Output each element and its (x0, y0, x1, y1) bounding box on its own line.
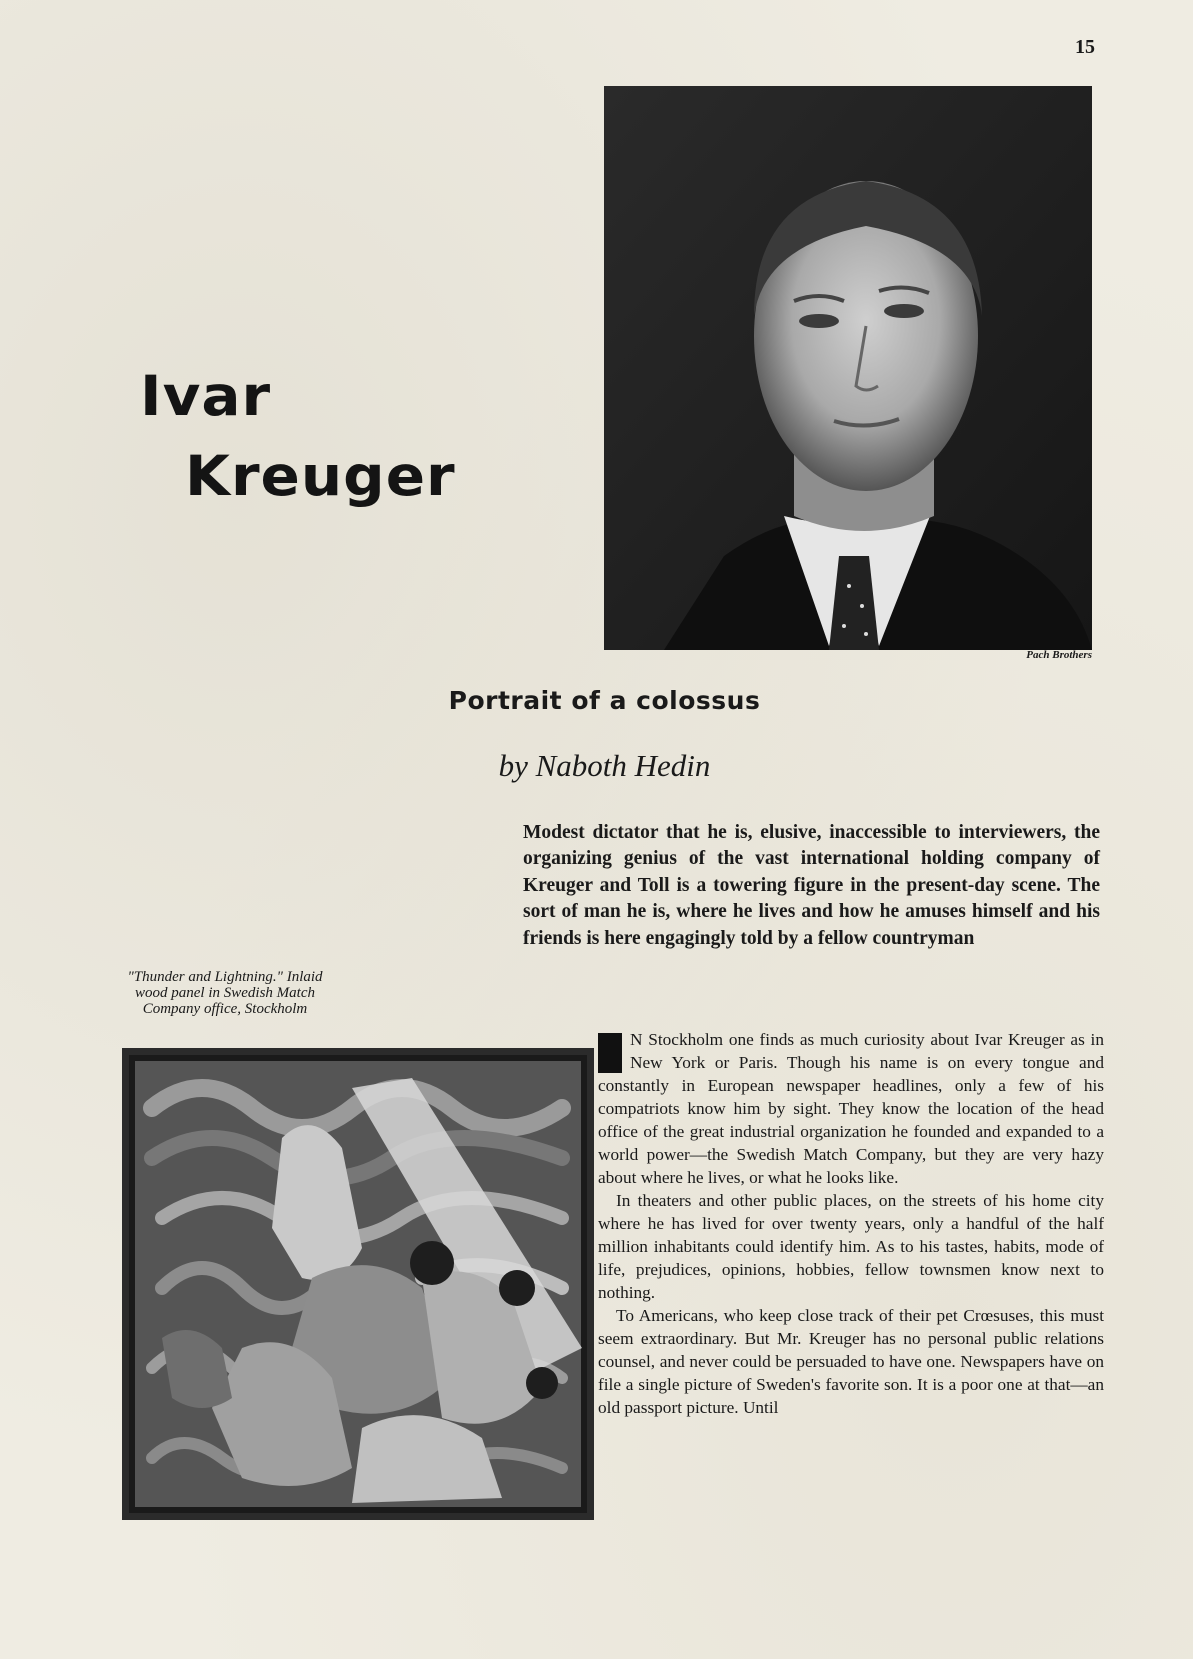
article-subtitle: Portrait of a colossus (448, 686, 761, 715)
article-body (598, 1028, 1104, 1419)
body-paragraph-1-text: N Stockholm one finds as much curiosity about Ivar Kreuger as in New York or Paris. Though his name is on every tongue and constantly in European newspaper headlines, only a few of his compatriots know him by sight. They know the location of the head office of the great industrial organization he founded and expanded to a world power—the Swedish Match Company, but they are very hazy about where he lives, or what he looks like. (598, 1030, 1104, 1187)
body-paragraph-3: To Americans, who keep close track of their pet Crœsuses, this must seem extraordinary. But Mr. Kreuger has no personal public relations counsel, and never could be persuaded to have one. Newspapers have on file a single picture of Sweden's favorite son. It is a poor one at that—an old passport picture. Until (598, 1306, 1104, 1417)
page-number: 15 (1075, 36, 1095, 58)
body-paragraph-1 (598, 1028, 1104, 1189)
article-title-line-2: Kreuger (185, 443, 456, 509)
article-title-line-1: Ivar (140, 363, 272, 429)
drop-cap (598, 1033, 622, 1073)
body-paragraph-2: In theaters and other public places, on the streets of his home city where he has lived for over twenty years, only a handful of the half million inhabitants could identify him. As to his tastes, habits, mode of life, prejudices, opinions, hobbies, fellow townsmen know next to nothing. (598, 1191, 1104, 1302)
portrait-illustration (604, 86, 1092, 650)
inlaid-wood-panel-image (122, 1048, 594, 1520)
portrait-photo (604, 86, 1092, 650)
panel-caption: "Thunder and Lightning." Inlaid wood panel in Swedish Match Company office, Stockholm (127, 969, 323, 1017)
article-deck: Modest dictator that he is, elusive, inaccessible to interviewers, the organizing genius of the vast international holding company of Kreuger and Toll is a towering figure in the present-day scene. The sort of man he is, where he lives and how he amuses himself and his friends is here engagingly told by a fellow countryman (523, 822, 1100, 949)
photo-credit: Pach Brothers (1026, 649, 1092, 661)
panel-illustration (122, 1048, 594, 1520)
byline: by Naboth Hedin (498, 748, 711, 783)
